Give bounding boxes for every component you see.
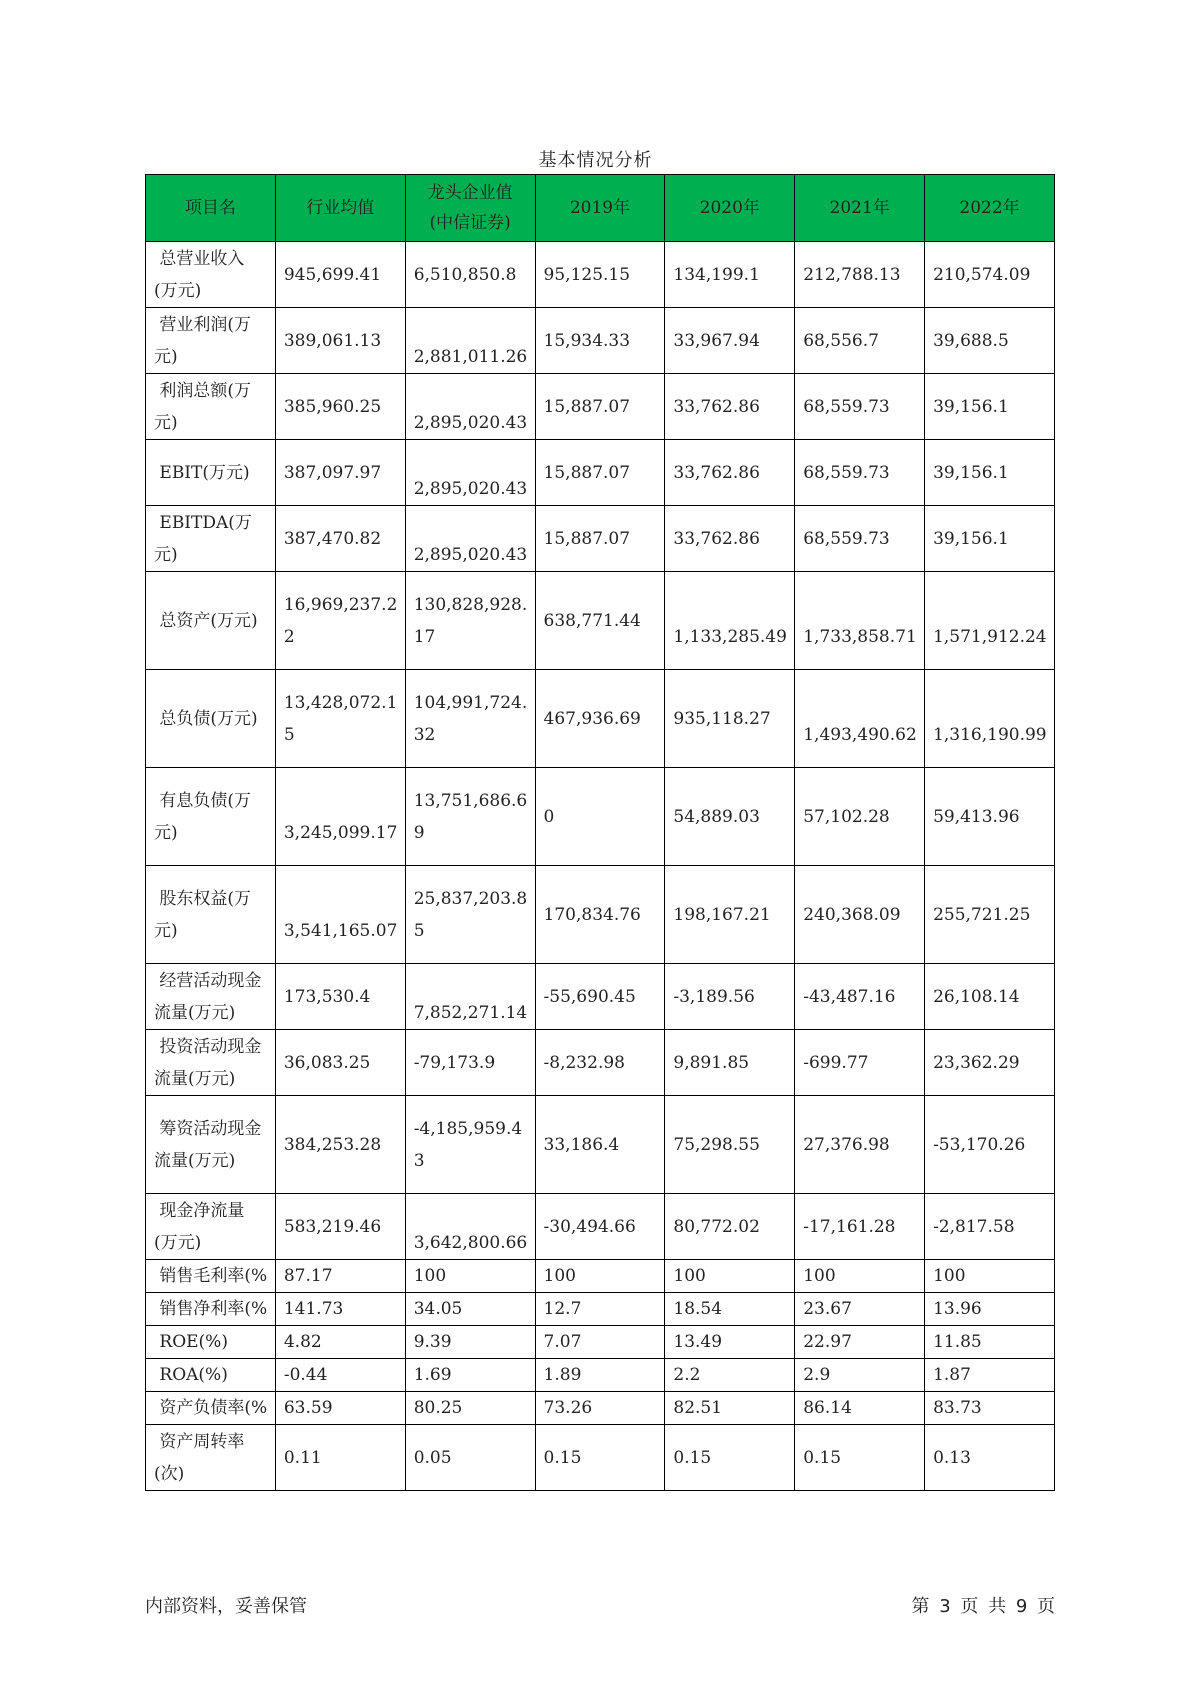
table-cell: 385,960.25 [275,374,405,440]
table-cell: -0.44 [275,1359,405,1392]
table-cell: -699.77 [795,1030,925,1096]
table-cell: 467,936.69 [535,670,665,768]
table-cell: 1.89 [535,1359,665,1392]
table-cell: -79,173.9 [405,1030,535,1096]
table-cell: 255,721.25 [925,866,1055,964]
table-cell: 2.9 [795,1359,925,1392]
table-cell: 15,887.07 [535,374,665,440]
table-cell: 25,837,203.8 5 [405,866,535,964]
table-cell: 54,889.03 [665,768,795,866]
table-cell: 583,219.46 [275,1194,405,1260]
row-label-cell: EBITDA(万元) [146,506,276,572]
row-label-cell: 总营业收入 (万元) [146,242,276,308]
table-cell: 0.15 [535,1425,665,1491]
table-cell: 141.73 [275,1293,405,1326]
table-row [146,1096,1055,1194]
table-cell: 13.49 [665,1326,795,1359]
table-cell: 11.85 [925,1326,1055,1359]
table-cell: 134,199.1 [665,242,795,308]
table-cell: -43,487.16 [795,964,925,1030]
row-label-cell: 现金净流量 (万元) [146,1194,276,1260]
table-cell: 6,510,850.8 [405,242,535,308]
row-label-cell: 销售净利率(% [146,1293,276,1326]
table-cell: 15,887.07 [535,506,665,572]
table-cell: 387,470.82 [275,506,405,572]
table-cell: 198,167.21 [665,866,795,964]
table-cell: 68,559.73 [795,374,925,440]
table-row [146,506,1055,572]
table-cell: 389,061.13 [275,308,405,374]
table-cell: 2,895,020.43 [405,506,535,572]
table-cell: 15,887.07 [535,440,665,506]
table-cell: 104,991,724. 32 [405,670,535,768]
row-label-cell: 销售毛利率(% [146,1260,276,1293]
row-label-cell: 总负债(万元) [146,670,276,768]
table-cell: 15,934.33 [535,308,665,374]
table-cell: 4.82 [275,1326,405,1359]
table-cell: 100 [405,1260,535,1293]
table-cell: 63.59 [275,1392,405,1425]
table-cell: 13,428,072.1 5 [275,670,405,768]
table-cell: 7.07 [535,1326,665,1359]
table-cell: 3,642,800.66 [405,1194,535,1260]
table-cell: 23,362.29 [925,1030,1055,1096]
table-cell: 33,186.4 [535,1096,665,1194]
table-cell: 39,156.1 [925,440,1055,506]
table-cell: 3,541,165.07 [275,866,405,964]
table-cell: 170,834.76 [535,866,665,964]
table-cell: 384,253.28 [275,1096,405,1194]
row-label-cell: 投资活动现金 流量(万元) [146,1030,276,1096]
table-cell: 210,574.09 [925,242,1055,308]
table-cell: 9.39 [405,1326,535,1359]
table-cell: -53,170.26 [925,1096,1055,1194]
table-cell: 2,895,020.43 [405,374,535,440]
table-cell: 33,762.86 [665,440,795,506]
row-label-cell: EBIT(万元) [146,440,276,506]
table-cell: 130,828,928. 17 [405,572,535,670]
table-cell: 87.17 [275,1260,405,1293]
table-cell: 95,125.15 [535,242,665,308]
table-row [146,1293,1055,1326]
row-label-cell: 利润总额(万 元) [146,374,276,440]
table-cell: 33,762.86 [665,374,795,440]
table-cell: 68,559.73 [795,506,925,572]
table-cell: 39,688.5 [925,308,1055,374]
column-header: 行业均值 [275,175,405,242]
table-cell: 0.13 [925,1425,1055,1491]
table-cell: 1.69 [405,1359,535,1392]
table-cell: 7,852,271.14 [405,964,535,1030]
table-cell: 240,368.09 [795,866,925,964]
table-row [146,1392,1055,1425]
table-row [146,572,1055,670]
table-cell: 3,245,099.17 [275,768,405,866]
row-label-cell: 总资产(万元) [146,572,276,670]
table-cell: -55,690.45 [535,964,665,1030]
financial-summary-table [145,174,1055,1491]
table-caption: 基本情况分析 [538,150,653,171]
table-row [146,242,1055,308]
table-row [146,308,1055,374]
table-cell: 83.73 [925,1392,1055,1425]
column-header: 项目名 [146,175,276,242]
table-cell: 1,316,190.99 [925,670,1055,768]
table-cell: 100 [535,1260,665,1293]
table-cell: 33,762.86 [665,506,795,572]
table-cell: 39,156.1 [925,374,1055,440]
table-cell: 9,891.85 [665,1030,795,1096]
row-label-cell: 资产周转率 (次) [146,1425,276,1491]
table-cell: -17,161.28 [795,1194,925,1260]
table-row [146,1030,1055,1096]
table-cell: 36,083.25 [275,1030,405,1096]
table-cell: 86.14 [795,1392,925,1425]
row-label-cell: 股东权益(万 元) [146,866,276,964]
table-row [146,1260,1055,1293]
table-row [146,374,1055,440]
table-cell: 13,751,686.6 9 [405,768,535,866]
table-cell: 638,771.44 [535,572,665,670]
table-cell: 73.26 [535,1392,665,1425]
footer-page-number: 第 3 页 共 9 页 [911,1596,1055,1617]
table-cell: -3,189.56 [665,964,795,1030]
table-row [146,440,1055,506]
table-cell: -8,232.98 [535,1030,665,1096]
table-cell: 16,969,237.2 2 [275,572,405,670]
column-header: 2022年 [925,175,1055,242]
table-cell: 100 [925,1260,1055,1293]
table-cell: 68,559.73 [795,440,925,506]
table-cell: 22.97 [795,1326,925,1359]
table-cell: 57,102.28 [795,768,925,866]
table-row [146,1194,1055,1260]
table-row [146,1425,1055,1491]
table-cell: 2,881,011.26 [405,308,535,374]
table-cell: 80,772.02 [665,1194,795,1260]
table-cell: 0.15 [795,1425,925,1491]
table-row [146,866,1055,964]
table-cell: 212,788.13 [795,242,925,308]
table-cell: 2,895,020.43 [405,440,535,506]
table-cell: 75,298.55 [665,1096,795,1194]
table-cell: 0.05 [405,1425,535,1491]
row-label-cell: ROE(%) [146,1326,276,1359]
table-cell: 100 [665,1260,795,1293]
table-cell: 59,413.96 [925,768,1055,866]
table-row [146,670,1055,768]
table-cell: 945,699.41 [275,242,405,308]
table-cell: 18.54 [665,1293,795,1326]
table-cell: 1,571,912.24 [925,572,1055,670]
row-label-cell: 有息负债(万 元) [146,768,276,866]
column-header: 龙头企业值 (中信证券) [405,175,535,242]
row-label-cell: ROA(%) [146,1359,276,1392]
table-cell: 26,108.14 [925,964,1055,1030]
table-cell: 80.25 [405,1392,535,1425]
row-label-cell: 营业利润(万 元) [146,308,276,374]
table-cell: 23.67 [795,1293,925,1326]
table-body [146,242,1055,1491]
row-label-cell: 经营活动现金 流量(万元) [146,964,276,1030]
table-cell: 39,156.1 [925,506,1055,572]
row-label-cell: 筹资活动现金 流量(万元) [146,1096,276,1194]
table-row [146,964,1055,1030]
table-row [146,1359,1055,1392]
column-header: 2019年 [535,175,665,242]
table-cell: 34.05 [405,1293,535,1326]
table-cell: 33,967.94 [665,308,795,374]
table-cell: 12.7 [535,1293,665,1326]
table-cell: 387,097.97 [275,440,405,506]
table-cell: 0.15 [665,1425,795,1491]
table-cell: 27,376.98 [795,1096,925,1194]
table-cell: 1.87 [925,1359,1055,1392]
table-cell: 13.96 [925,1293,1055,1326]
footer-confidential-note: 内部资料，妥善保管 [145,1596,307,1617]
table-cell: 100 [795,1260,925,1293]
table-cell: 173,530.4 [275,964,405,1030]
column-header: 2020年 [665,175,795,242]
table-cell: 1,733,858.71 [795,572,925,670]
table-cell: 68,556.7 [795,308,925,374]
row-label-cell: 资产负债率(% [146,1392,276,1425]
table-cell: 0 [535,768,665,866]
table-cell: 0.11 [275,1425,405,1491]
table-row [146,1326,1055,1359]
column-header: 2021年 [795,175,925,242]
table-cell: 1,133,285.49 [665,572,795,670]
table-cell: 82.51 [665,1392,795,1425]
table-cell: -2,817.58 [925,1194,1055,1260]
table-header-row [146,175,1055,242]
table-cell: -30,494.66 [535,1194,665,1260]
table-cell: 2.2 [665,1359,795,1392]
table-cell: 935,118.27 [665,670,795,768]
table-cell: -4,185,959.4 3 [405,1096,535,1194]
table-row [146,768,1055,866]
table-cell: 1,493,490.62 [795,670,925,768]
